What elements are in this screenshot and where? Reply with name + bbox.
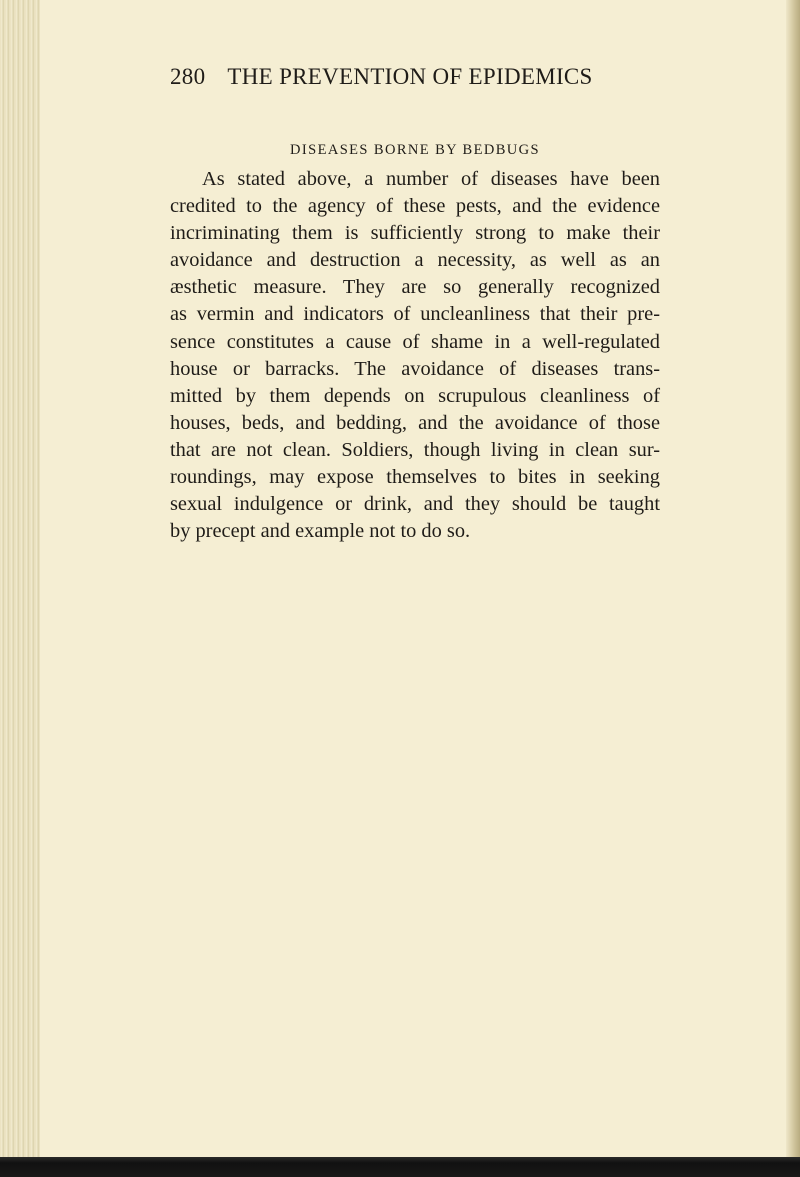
text-line: roundings, may expose themselves to bites in seeking [170,466,660,489]
text-line: credited to the agency of these pests, and the evidence [170,195,660,218]
text-line: mitted by them depends on scrupulous cleanliness of [170,384,660,407]
text-line: As stated above, a number of diseases have been [202,168,660,190]
text-line: by precept and example not to do so. [170,520,471,543]
text-line: sence constitutes a cause of shame in a well-regulated [170,330,660,353]
page-bottom-shadow [0,1157,800,1177]
text-line: sexual indulgence or drink, and they should be taught [170,493,660,516]
body-paragraph [170,166,660,545]
text-line: æsthetic measure. They are so generally recognized [170,276,660,299]
page-edge-right [786,0,800,1160]
text-line: that are not clean. Soldiers, though living in clean sur- [170,438,660,461]
text-line: avoidance and destruction a necessity, as well as an [170,249,660,272]
page-number: 280 [170,64,206,89]
section-title: DISEASES BORNE BY BEDBUGS [290,142,540,158]
text-line: houses, beds, and bedding, and the avoidance of those [170,411,660,434]
text-line: incriminating them is sufficiently strong to make their [170,222,660,245]
page-stack-edge-left [0,0,40,1177]
text-line: house or barracks. The avoidance of diseases trans- [170,357,660,380]
running-header [170,64,660,90]
running-title: THE PREVENTION OF EPIDEMICS [227,64,593,89]
text-line: as vermin and indicators of uncleanliness that their pre- [170,303,660,326]
